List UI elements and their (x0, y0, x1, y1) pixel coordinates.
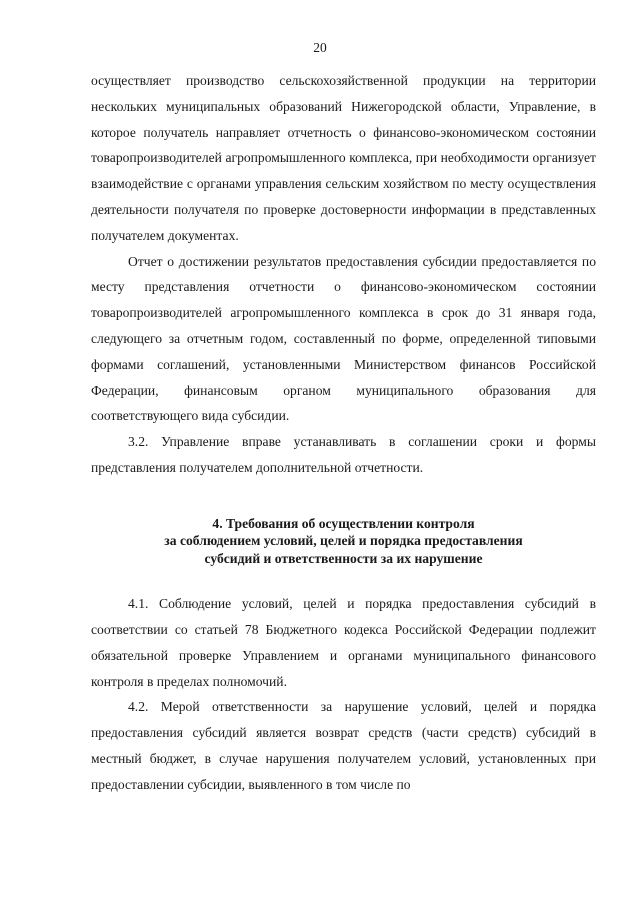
paragraph: Отчет о достижении результатов предоставления субсидии предоставляется по месту представления отчетности о финансово-экономическом состоянии товаропроизводителей агропромышленного комплекса в срок до 31 января года, следующего за отчетным годом, составленный по форме, определенной типовыми формами соглашений, установленными Министерством финансов Российской Федерации, финансовым органом муниципального образования для соответствующего вида субсидии. (91, 253, 596, 424)
document-body (91, 68, 596, 798)
page-number: 20 (313, 40, 327, 55)
paragraph: осуществляет производство сельскохозяйственной продукции на территории нескольких муниципальных образований Нижегородской области, Управление, в которое получатель направляет отчетность о финансово-экономическом состоянии товаропроизводителей агропромышленного комплекса, при необходимости организует взаимодействие с органами управления сельским хозяйством по месту осуществления деятельности получателя по проверке достоверности информации в представленных получателем документах. (91, 73, 596, 243)
section-heading-line: субсидий и ответственности за их нарушение (204, 550, 483, 566)
paragraph: 3.2. Управление вправе устанавливать в соглашении сроки и формы представления получателем дополнительной отчетности. (91, 434, 596, 475)
section-heading-line: за соблюдением условий, целей и порядка предоставления (164, 533, 523, 549)
section-heading-line: 4. Требования об осуществлении контроля (212, 515, 475, 531)
paragraph: 4.2. Мерой ответственности за нарушение условий, целей и порядка предоставления субсидий является возврат средств (части средств) субсидий в местный бюджет, в случае нарушения получателем условий, установленных при предоставлении субсидии, выявленного в том числе по (91, 699, 596, 792)
section-heading (91, 515, 596, 568)
paragraph: 4.1. Соблюдение условий, целей и порядка предоставления субсидий в соответствии со статьей 78 Бюджетного кодекса Российской Федерации подлежит обязательной проверке Управлением и органами муниципального финансового контроля в пределах полномочий. (91, 596, 596, 689)
